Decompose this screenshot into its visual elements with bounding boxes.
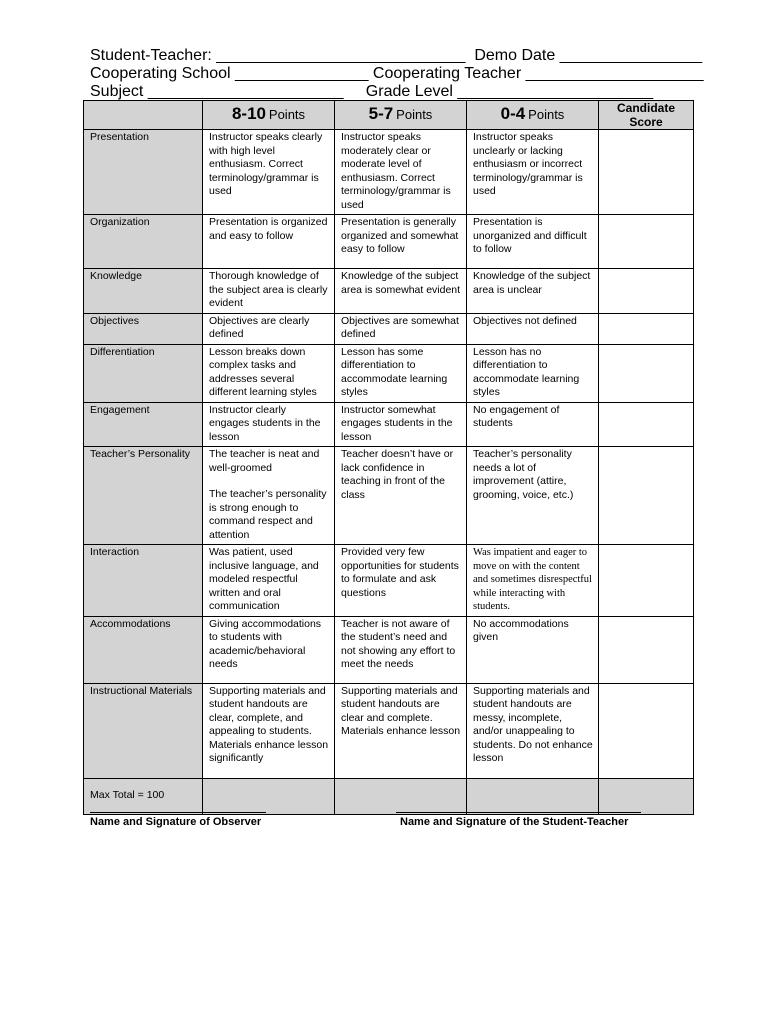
descriptor-high: Giving accommodations to students with academic/behavioral needs xyxy=(203,616,335,683)
student-teacher-signature-line[interactable] xyxy=(396,812,641,813)
score-cell[interactable] xyxy=(599,215,694,269)
total-cell-mid[interactable] xyxy=(335,778,467,814)
descriptor-high: Objectives are clearly defined xyxy=(203,313,335,344)
rubric-header-row xyxy=(84,101,694,130)
descriptor-low: Supporting materials and student handouts are messy, incomplete, and/or unappealing to students. Do not enhance lesson xyxy=(467,683,599,778)
descriptor-mid: Instructor speaks moderately clear or moderate level of enthusiasm. Correct terminology/grammar is used xyxy=(335,130,467,215)
header-subject-line: Subject ______________________ Grade Level ______________________ xyxy=(90,83,654,100)
criterion-label: Engagement xyxy=(84,402,203,447)
score-cell[interactable] xyxy=(599,545,694,617)
max-total-label: Max Total = 100 xyxy=(84,778,203,814)
descriptor-low: Objectives not defined xyxy=(467,313,599,344)
criterion-label: Instructional Materials xyxy=(84,683,203,778)
descriptor-mid: Objectives are somewhat defined xyxy=(335,313,467,344)
score-cell[interactable] xyxy=(599,683,694,778)
score-cell[interactable] xyxy=(599,616,694,683)
descriptor-high: Instructor clearly engages students in the lesson xyxy=(203,402,335,447)
table-row xyxy=(84,269,694,314)
descriptor-high-part-2: The teacher’s personality is strong enough to command respect and attention xyxy=(209,488,327,541)
criterion-label: Knowledge xyxy=(84,269,203,314)
criterion-label: Organization xyxy=(84,215,203,269)
descriptor-mid: Lesson has some differentiation to accommodate learning styles xyxy=(335,344,467,402)
score-cell[interactable] xyxy=(599,269,694,314)
criterion-label: Interaction xyxy=(84,545,203,617)
criterion-label: Teacher’s Personality xyxy=(84,447,203,545)
score-cell[interactable] xyxy=(599,130,694,215)
criterion-label: Differentiation xyxy=(84,344,203,402)
max-total-row xyxy=(84,778,694,814)
criterion-label: Presentation xyxy=(84,130,203,215)
table-row xyxy=(84,616,694,683)
descriptor-low: No accommodations given xyxy=(467,616,599,683)
descriptor-mid: Teacher is not aware of the student’s need and not showing any effort to meet the needs xyxy=(335,616,467,683)
total-cell-score[interactable] xyxy=(599,778,694,814)
col-head-mid: 5-7 Points xyxy=(335,101,467,130)
descriptor-high: Thorough knowledge of the subject area is clearly evident xyxy=(203,269,335,314)
descriptor-mid: Presentation is generally organized and somewhat easy to follow xyxy=(335,215,467,269)
score-cell[interactable] xyxy=(599,447,694,545)
table-row xyxy=(84,313,694,344)
descriptor-low: Was impatient and eager to move on with the content and sometimes disrespectful while interacting with students. xyxy=(467,545,599,617)
descriptor-low: No engagement of students xyxy=(467,402,599,447)
score-cell[interactable] xyxy=(599,313,694,344)
table-row xyxy=(84,447,694,545)
descriptor-low: Instructor speaks unclearly or lacking enthusiasm or incorrect terminology/grammar is used xyxy=(467,130,599,215)
table-row xyxy=(84,215,694,269)
descriptor-mid: Knowledge of the subject area is somewhat evident xyxy=(335,269,467,314)
descriptor-low: Presentation is unorganized and difficult to follow xyxy=(467,215,599,269)
score-cell[interactable] xyxy=(599,344,694,402)
rubric-table xyxy=(83,100,694,815)
total-cell-low[interactable] xyxy=(467,778,599,814)
observer-signature-line[interactable] xyxy=(90,812,266,813)
descriptor-high: Presentation is organized and easy to follow xyxy=(203,215,335,269)
descriptor-high: Supporting materials and student handouts are clear, complete, and appealing to students. Materials enhance lesson significantly xyxy=(203,683,335,778)
table-row xyxy=(84,402,694,447)
descriptor-low: Teacher’s personality needs a lot of improvement (attire, grooming, voice, etc.) xyxy=(467,447,599,545)
table-row xyxy=(84,344,694,402)
observer-signature-label: Name and Signature of Observer xyxy=(90,816,262,828)
col-head-candidate-score: Candidate Score xyxy=(599,101,694,130)
descriptor-mid: Teacher doesn’t have or lack confidence in teaching in front of the class xyxy=(335,447,467,545)
col-head-high: 8-10 Points xyxy=(203,101,335,130)
descriptor-high: Instructor speaks clearly with high level enthusiasm. Correct terminology/grammar is used xyxy=(203,130,335,215)
descriptor-low: Knowledge of the subject area is unclear xyxy=(467,269,599,314)
table-row xyxy=(84,683,694,778)
descriptor-high: Lesson breaks down complex tasks and addresses several different learning styles xyxy=(203,344,335,402)
student-teacher-signature-label: Name and Signature of the Student-Teacher xyxy=(400,816,629,828)
header-student-teacher-line: Student-Teacher: ____________________________ Demo Date ________________ xyxy=(90,47,703,64)
header-blank-cell xyxy=(84,101,203,130)
descriptor-mid: Instructor somewhat engages students in the lesson xyxy=(335,402,467,447)
col-head-low: 0-4 Points xyxy=(467,101,599,130)
descriptor-high xyxy=(203,447,335,545)
descriptor-low: Lesson has no differentiation to accommodate learning styles xyxy=(467,344,599,402)
total-cell-high[interactable] xyxy=(203,778,335,814)
descriptor-mid: Provided very few opportunities for students to formulate and ask questions xyxy=(335,545,467,617)
criterion-label: Accommodations xyxy=(84,616,203,683)
criterion-label: Objectives xyxy=(84,313,203,344)
descriptor-high-part-1: The teacher is neat and well-groomed xyxy=(209,448,320,474)
descriptor-high: Was patient, used inclusive language, and modeled respectful written and oral communication xyxy=(203,545,335,617)
table-row xyxy=(84,130,694,215)
header-cooperating-line: Cooperating School _______________ Cooperating Teacher ____________________ xyxy=(90,65,704,82)
score-cell[interactable] xyxy=(599,402,694,447)
table-row xyxy=(84,545,694,617)
descriptor-mid: Supporting materials and student handouts are clear and complete. Materials enhance lesson xyxy=(335,683,467,778)
